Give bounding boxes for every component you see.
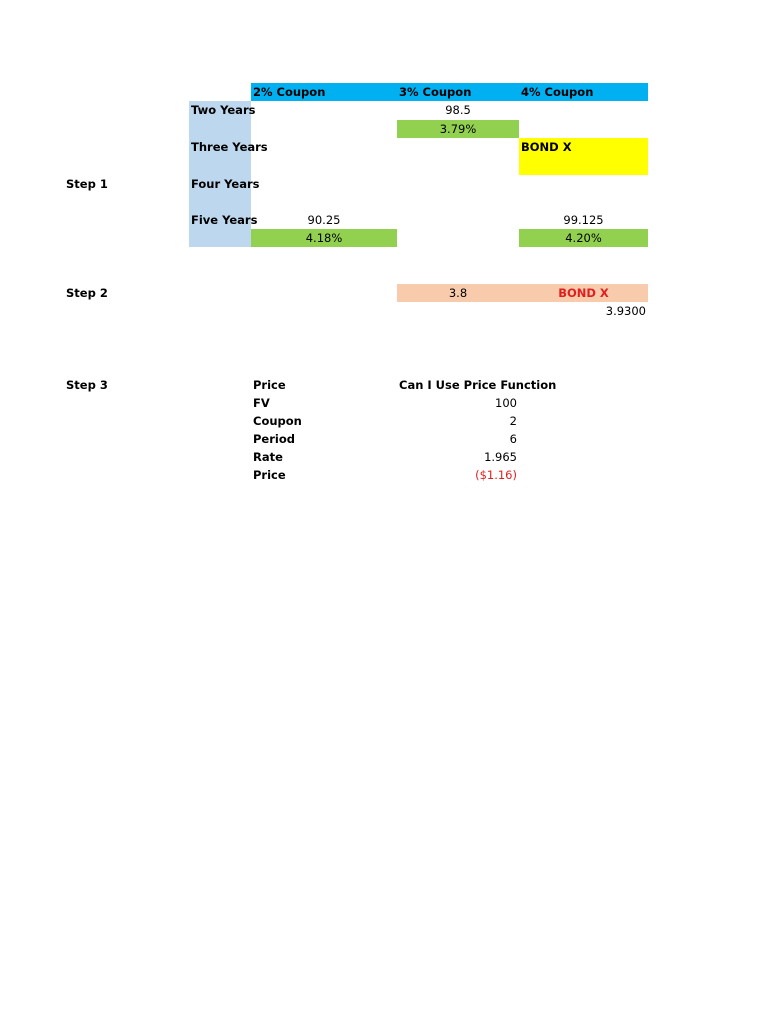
row-label-four-years[interactable]: Four Years (191, 177, 260, 191)
five-years-2pct-price[interactable]: 90.25 (307, 213, 341, 227)
step3-rate-label[interactable]: Rate (253, 450, 283, 464)
step3-header[interactable]: Can I Use Price Function (399, 378, 557, 392)
step3-price-label[interactable]: Price (253, 378, 286, 392)
step3-period-value[interactable]: 6 (509, 432, 517, 446)
row-label-five-years[interactable]: Five Years (191, 213, 258, 227)
step2-bond-x-label[interactable]: BOND X (519, 284, 648, 302)
bond-x-label[interactable]: BOND X (521, 140, 572, 154)
step-3-label[interactable]: Step 3 (66, 378, 108, 392)
step3-coupon-value[interactable]: 2 (509, 414, 517, 428)
header-3pct-coupon[interactable]: 3% Coupon (397, 83, 519, 101)
step2-value[interactable]: 3.8 (397, 284, 519, 302)
row-label-three-years[interactable]: Three Years (191, 140, 268, 154)
five-years-2pct-yield[interactable]: 4.18% (251, 229, 397, 247)
step3-price-value[interactable]: ($1.16) (475, 468, 517, 482)
header-4pct-coupon[interactable]: 4% Coupon (519, 83, 648, 101)
step-2-label[interactable]: Step 2 (66, 286, 108, 300)
two-years-3pct-price[interactable]: 98.5 (445, 103, 471, 117)
step2-result[interactable]: 3.9300 (605, 304, 646, 318)
step3-coupon-label[interactable]: Coupon (253, 414, 302, 428)
five-years-4pct-price[interactable]: 99.125 (563, 213, 604, 227)
step3-price2-label[interactable]: Price (253, 468, 286, 482)
step3-fv-label[interactable]: FV (253, 396, 270, 410)
step3-period-label[interactable]: Period (253, 432, 295, 446)
step-1-label[interactable]: Step 1 (66, 177, 108, 191)
header-2pct-coupon[interactable]: 2% Coupon (251, 83, 397, 101)
row-label-two-years[interactable]: Two Years (191, 103, 256, 117)
five-years-4pct-yield[interactable]: 4.20% (519, 229, 648, 247)
step3-fv-value[interactable]: 100 (495, 396, 517, 410)
step3-rate-value[interactable]: 1.965 (484, 450, 517, 464)
two-years-3pct-yield[interactable]: 3.79% (397, 120, 519, 138)
